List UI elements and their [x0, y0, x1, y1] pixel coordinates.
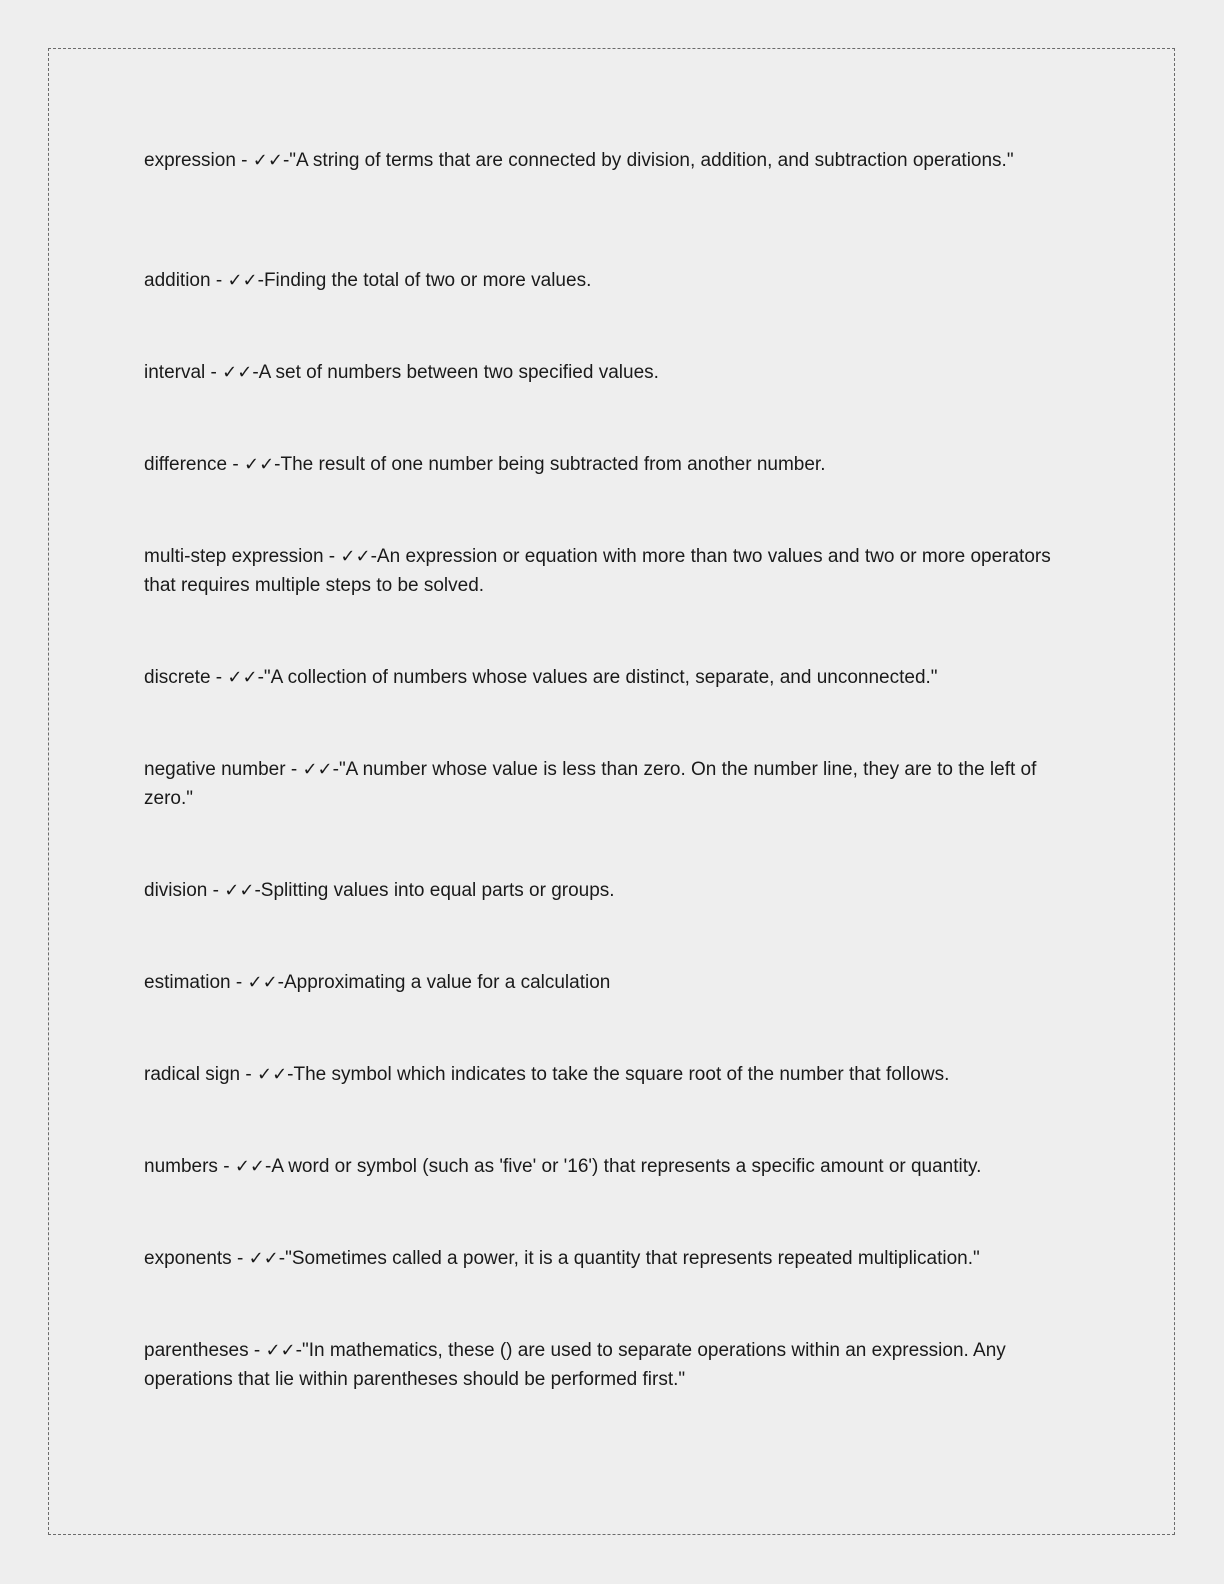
glossary-entry-negative-number: negative number - ✓✓-"A number whose value is less than zero. On the number line, they are to the left of zero." [144, 759, 1037, 809]
glossary-entry-addition: addition - ✓✓-Finding the total of two or more values. [144, 270, 592, 291]
term: radical sign [144, 1064, 241, 1085]
check-mark-icon: ✓✓ [252, 150, 283, 171]
check-mark-icon: ✓✓ [222, 362, 253, 383]
term: division [144, 880, 208, 901]
term: addition [144, 270, 211, 291]
definition: An expression or equation with more than two values and two or more operators that requires multiple steps to be solved. [144, 546, 1051, 596]
check-mark-icon: ✓✓ [302, 759, 333, 780]
definition: A word or symbol (such as 'five' or '16') that represents a specific amount or quantity. [271, 1156, 982, 1177]
term: negative number [144, 759, 286, 780]
term: expression [144, 150, 236, 171]
definition: "A collection of numbers whose values are distinct, separate, and unconnected." [263, 667, 938, 688]
glossary-entry-interval: interval - ✓✓-A set of numbers between two specified values. [144, 362, 659, 383]
check-mark-icon: ✓✓ [234, 1156, 265, 1177]
definition: "A string of terms that are connected by division, addition, and subtraction operations." [289, 150, 1014, 171]
glossary-entry-division: division - ✓✓-Splitting values into equal parts or groups. [144, 880, 615, 901]
definition: "Sometimes called a power, it is a quantity that represents repeated multiplication." [285, 1248, 980, 1269]
definition: "A number whose value is less than zero. On the number line, they are to the left of zero." [144, 759, 1037, 809]
glossary-entry-discrete: discrete - ✓✓-"A collection of numbers whose values are distinct, separate, and unconnected." [144, 667, 938, 688]
glossary-entry-difference: difference - ✓✓-The result of one number being subtracted from another number. [144, 454, 826, 475]
glossary-entry-expression: expression - ✓✓-"A string of terms that are connected by division, addition, and subtraction operations." [144, 150, 1014, 171]
check-mark-icon: ✓✓ [340, 546, 371, 567]
term: exponents [144, 1248, 232, 1269]
definition: Splitting values into equal parts or groups. [260, 880, 615, 901]
definition: The symbol which indicates to take the square root of the number that follows. [293, 1064, 950, 1085]
check-mark-icon: ✓✓ [227, 270, 258, 291]
glossary-entry-multi-step-expression: multi-step expression - ✓✓-An expression or equation with more than two values and two or more operators that requires multiple steps to be solved. [144, 546, 1051, 596]
glossary-entry-exponents: exponents - ✓✓-"Sometimes called a power, it is a quantity that represents repeated multiplication." [144, 1248, 980, 1269]
check-mark-icon: ✓✓ [248, 1248, 279, 1269]
check-mark-icon: ✓✓ [224, 880, 255, 901]
definition: "In mathematics, these () are used to separate operations within an expression. Any operations that lie within parentheses should be performed first." [144, 1340, 1006, 1390]
term: numbers [144, 1156, 218, 1177]
glossary-entry-parentheses: parentheses - ✓✓-"In mathematics, these () are used to separate operations within an expression. Any operations that lie within parentheses should be performed first." [144, 1340, 1006, 1390]
check-mark-icon: ✓✓ [257, 1064, 288, 1085]
glossary-entry-estimation: estimation - ✓✓-Approximating a value for a calculation [144, 972, 611, 993]
definition: A set of numbers between two specified values. [258, 362, 659, 383]
term: discrete [144, 667, 211, 688]
term: estimation [144, 972, 231, 993]
definition: Approximating a value for a calculation [284, 972, 611, 993]
definition: The result of one number being subtracted from another number. [280, 454, 826, 475]
check-mark-icon: ✓✓ [247, 972, 278, 993]
term: parentheses [144, 1340, 249, 1361]
glossary-entry-numbers: numbers - ✓✓-A word or symbol (such as 'five' or '16') that represents a specific amount or quantity. [144, 1156, 982, 1177]
check-mark-icon: ✓✓ [244, 454, 275, 475]
term: multi-step expression [144, 546, 324, 567]
check-mark-icon: ✓✓ [227, 667, 258, 688]
check-mark-icon: ✓✓ [265, 1340, 296, 1361]
term: difference [144, 454, 228, 475]
term: interval [144, 362, 206, 383]
glossary-entry-radical-sign: radical sign - ✓✓-The symbol which indicates to take the square root of the number that follows. [144, 1064, 950, 1085]
definition: Finding the total of two or more values. [263, 270, 592, 291]
